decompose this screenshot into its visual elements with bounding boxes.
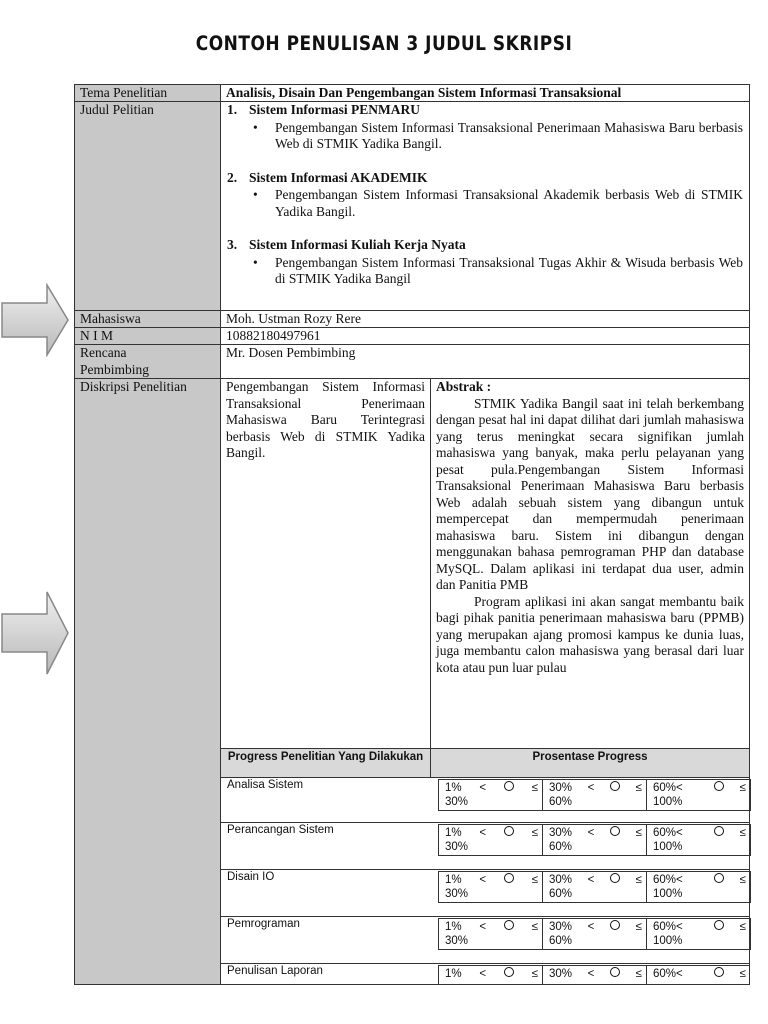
radio-button-icon[interactable]	[610, 826, 620, 836]
arrow-right-icon	[0, 590, 70, 676]
progress-option[interactable]: 30% < ≤ 60%	[543, 871, 647, 903]
progress-row-label: Perancangan Sistem	[227, 824, 334, 836]
diskripsi-label: Diskripsi Penelitian	[74, 378, 221, 985]
radio-button-icon[interactable]	[714, 781, 724, 791]
radio-button-icon[interactable]	[714, 826, 724, 836]
pembimbing-value: Mr. Dosen Pembimbing	[220, 344, 750, 379]
radio-button-icon[interactable]	[610, 873, 620, 883]
progress-option[interactable]: 1% < ≤ 30%	[438, 824, 543, 856]
progress-header-left: Progress Penelitian Yang Dilakukan	[220, 748, 431, 778]
radio-button-icon[interactable]	[714, 967, 724, 977]
radio-button-icon[interactable]	[504, 967, 514, 977]
progress-option[interactable]: 60%< ≤	[647, 965, 750, 985]
abstrak-cell	[430, 378, 750, 749]
topic-name: Sistem Informasi PENMARU	[249, 102, 420, 117]
progress-option[interactable]: 30% < ≤	[543, 965, 647, 985]
progress-option[interactable]: 1% < ≤ 30%	[438, 871, 543, 903]
judul-label: Judul Pelitian	[74, 101, 221, 311]
progress-row	[220, 869, 750, 917]
progress-option[interactable]: 1% < ≤ 30%	[438, 779, 543, 811]
progress-row	[220, 916, 750, 964]
nim-value: 10882180497961	[220, 327, 750, 345]
progress-row-label: Disain IO	[227, 871, 275, 883]
topic-desc: • Pengembangan Sistem Informasi Transaksional Akademik berbasis Web di STMIK Yadika Bangil.	[251, 187, 743, 220]
diskripsi-summary: Pengembangan Sistem Informasi Transaksional Penerimaan Mahasiswa Baru Terintegrasi berbasis Web di STMIK Yadika Bangil.	[220, 378, 431, 749]
progress-row-label: Penulisan Laporan	[227, 965, 323, 977]
topic-item: 3. Sistem Informasi Kuliah Kerja Nyata • Pengembangan Sistem Informasi Transaksional Tugas Akhir & Wisuda berbasis Web di STMIK Yadika Bangil	[227, 237, 743, 288]
progress-option[interactable]: 1% < ≤ 30%	[438, 918, 543, 950]
progress-option[interactable]: 30% < ≤ 60%	[543, 779, 647, 811]
radio-button-icon[interactable]	[610, 967, 620, 977]
mahasiswa-label: Mahasiswa	[74, 310, 221, 328]
radio-button-icon[interactable]	[504, 873, 514, 883]
progress-option[interactable]: 30% < ≤ 60%	[543, 824, 647, 856]
progress-row	[220, 963, 750, 985]
topic-desc: • Pengembangan Sistem Informasi Transaksional Penerimaan Mahasiswa Baru berbasis Web di STMIK Yadika Bangil.	[251, 120, 743, 153]
abstrak-heading: Abstrak :	[436, 379, 492, 394]
topic-item: 1. Sistem Informasi PENMARU • Pengembangan Sistem Informasi Transaksional Penerimaan Mahasiswa Baru berbasis Web di STMIK Yadika Bangil.	[227, 102, 743, 153]
radio-button-icon[interactable]	[714, 920, 724, 930]
tema-value: Analisis, Disain Dan Pengembangan Sistem Informasi Transaksional	[220, 84, 750, 102]
pembimbing-label: Rencana Pembimbing	[74, 344, 221, 379]
mahasiswa-value: Moh. Ustman Rozy Rere	[220, 310, 750, 328]
progress-header-right: Prosentase Progress	[430, 748, 750, 778]
tema-label: Tema Penelitian	[74, 84, 221, 102]
progress-row-label: Pemrograman	[227, 918, 300, 930]
progress-row	[220, 822, 750, 870]
radio-button-icon[interactable]	[504, 826, 514, 836]
topic-name: Sistem Informasi Kuliah Kerja Nyata	[249, 237, 466, 252]
radio-button-icon[interactable]	[610, 781, 620, 791]
abstrak-paragraph: STMIK Yadika Bangil saat ini telah berkembang dengan pesat hal ini dapat dilihat dari jumlah mahasiswa yang terus meningkat secara signifikan jumlah mahasiswa yang banyak, maka perlu pelayanan yang pesat pula.Pengembangan Sistem Informasi Transaksional Penerimaan Mahasiswa Baru berbasis Web adalah sebuah sistem yang dibangun untuk mempercepat dan mempermudah penerimaan mahasiswa baru. Sistem ini dibangun dengan menggunakan bahasa pemrograman PHP dan database MySQL. Dalam aplikasi ini terdapat dua user, admin dan Panitia PMB	[436, 395, 744, 592]
topic-desc: • Pengembangan Sistem Informasi Transaksional Tugas Akhir & Wisuda berbasis Web di STMIK Yadika Bangil	[251, 255, 743, 288]
abstrak-paragraph: Program aplikasi ini akan sangat membantu baik bagi pihak panitia penerimaan mahasiswa baru (PPMB) yang merupakan ajang promosi kampus ke dunia luas, juga membantu calon mahasiswa yang berasal dari luar kota atau pun luar pulau	[436, 593, 744, 675]
radio-button-icon[interactable]	[504, 920, 514, 930]
progress-option[interactable]: 60%< ≤ 100%	[647, 824, 751, 856]
radio-button-icon[interactable]	[504, 781, 514, 791]
radio-button-icon[interactable]	[714, 873, 724, 883]
topic-item: 2. Sistem Informasi AKADEMIK • Pengembangan Sistem Informasi Transaksional Akademik berbasis Web di STMIK Yadika Bangil.	[227, 170, 743, 221]
progress-row-label: Analisa Sistem	[227, 779, 304, 791]
progress-option[interactable]: 30% < ≤ 60%	[543, 918, 647, 950]
progress-row	[220, 777, 750, 823]
judul-topics	[220, 101, 750, 311]
page-title: CONTOH PENULISAN 3 JUDUL SKRIPSI	[195, 32, 573, 56]
arrow-right-icon	[0, 283, 70, 357]
progress-option[interactable]: 60%< ≤ 100%	[647, 918, 751, 950]
topic-name: Sistem Informasi AKADEMIK	[249, 169, 428, 185]
nim-label: N I M	[74, 327, 221, 345]
progress-option[interactable]: 1% < ≤	[438, 965, 543, 985]
radio-button-icon[interactable]	[610, 920, 620, 930]
progress-option[interactable]: 60%< ≤ 100%	[647, 779, 751, 811]
progress-option[interactable]: 60%< ≤ 100%	[647, 871, 751, 903]
